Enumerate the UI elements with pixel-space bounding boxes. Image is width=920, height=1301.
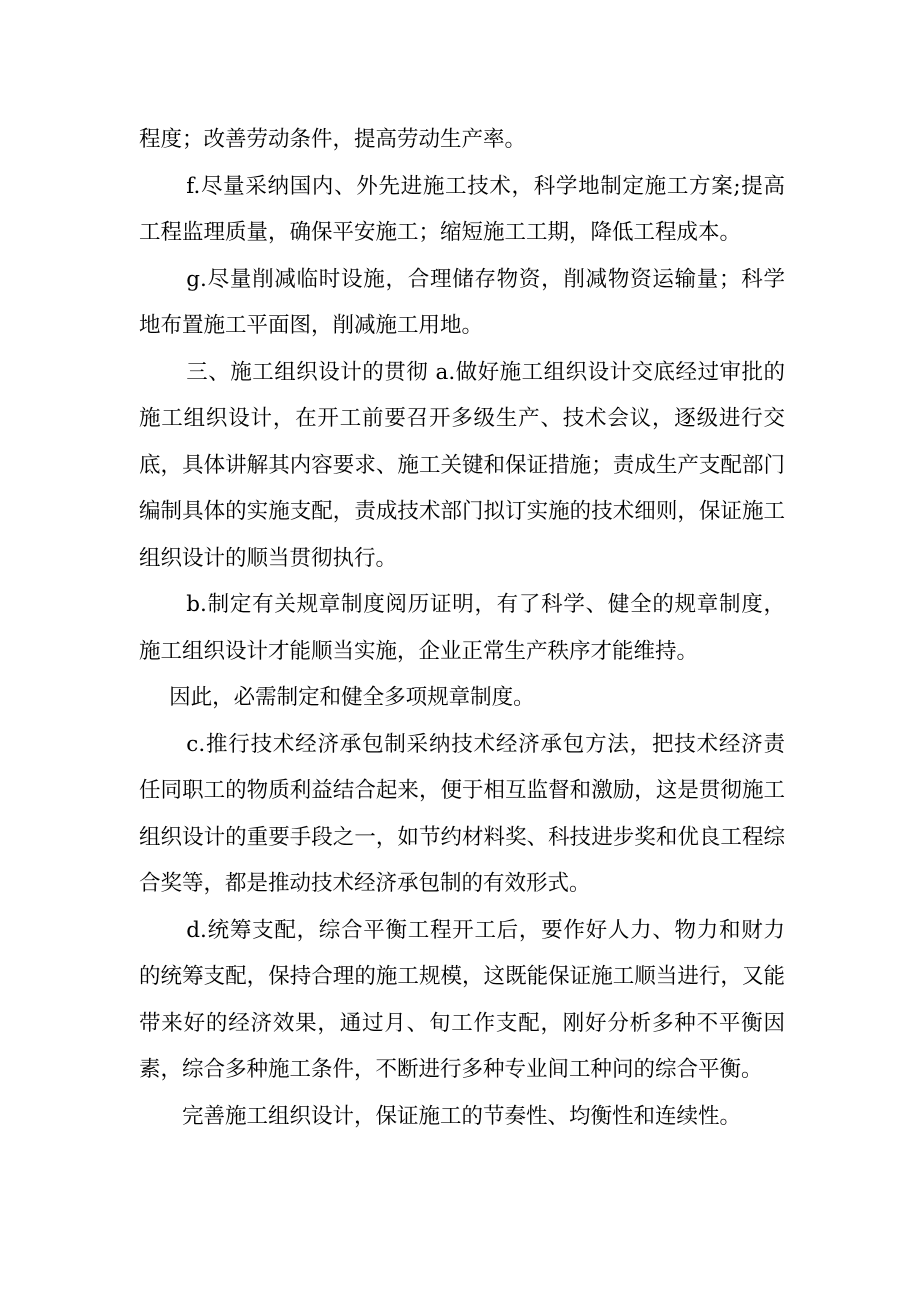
paragraph-therefore: 因此，必需制定和健全多项规章制度。 xyxy=(169,685,535,710)
paragraph-item-b: b.制定有关规章制度阅历证明，有了科学、健全的规章制度，施工组织设计才能顺当实施，企业正常生产秩序才能维持。 xyxy=(139,592,785,664)
paragraph-continuation: 程度；改善劳动条件，提高劳动生产率。 xyxy=(139,127,527,152)
section-three-heading-paragraph: 三、施工组织设计的贯彻 a.做好施工组织设计交底经过审批的施工组织设计，在开工前要召开多级生产、技术会议，逐级进行交底，具体讲解其内容要求、施工关键和保证措施；责成生产支配部门编制具体的实施支配，责成技术部门拟订实施的技术细则，保证施工组织设计的顺当贯彻执行。 xyxy=(139,359,785,571)
paragraph-item-f: f.尽量采纳国内、外先进施工技术，科学地制定施工方案;提高工程监理质量，确保平安施工；缩短施工工期，降低工程成本。 xyxy=(139,173,785,245)
paragraph-item-g: g.尽量削减临时设施，合理储存物资，削减物资运输量；科学地布置施工平面图，削减施工用地。 xyxy=(139,266,785,338)
paragraph-closing: 完善施工组织设计，保证施工的节奏性、均衡性和连续性。 xyxy=(182,1103,742,1129)
document-body xyxy=(139,117,785,1140)
paragraph-item-c: c.推行技术经济承包制采纳技术经济承包方法，把技术经济责任同职工的物质利益结合起来，便于相互监督和激励，这是贯彻施工组织设计的重要手段之一，如节约材料奖、科技进步奖和优良工程综合奖等，都是推动技术经济承包制的有效形式。 xyxy=(139,731,785,896)
paragraph-item-d: d.统筹支配，综合平衡工程开工后，要作好人力、物力和财力的统筹支配，保持合理的施工规模，这既能保证施工顺当进行，又能带来好的经济效果，通过月、旬工作支配，刚好分析多种不平衡因素，综合多种施工条件，不断进行多种专业间工种问的综合平衡。 xyxy=(139,917,785,1082)
